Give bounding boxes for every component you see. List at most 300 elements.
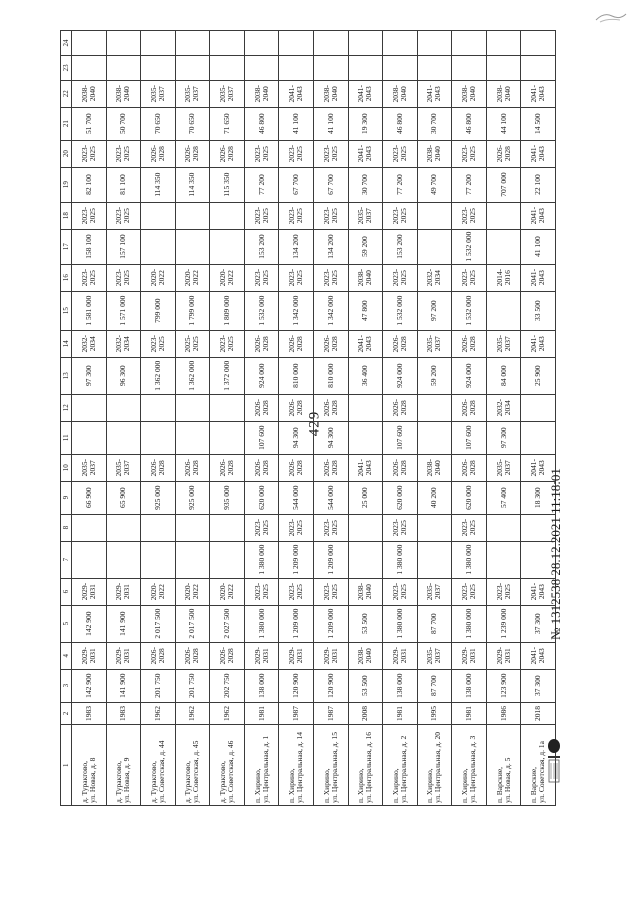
table-row [486,31,521,806]
table-row [210,31,245,806]
table-cell [175,31,210,56]
table-cell: 2023- 2025 [141,330,176,357]
table-cell: 2023- 2025 [279,264,314,291]
table-cell: 1 532 000 [452,291,487,330]
column-header: 24 [61,31,72,56]
table-cell [486,229,521,264]
table-cell: 71 650 [210,107,245,140]
table-cell: 2041- 2043 [521,80,556,107]
table-cell: 2023- 2025 [279,202,314,229]
table-cell: 141 900 [106,669,141,702]
table-cell: 67 700 [279,167,314,202]
table-cell [175,541,210,578]
emblem-icon [546,738,562,784]
column-header: 12 [61,394,72,421]
table-cell: 2026- 2028 [313,394,348,421]
table-cell: 2026- 2028 [452,330,487,357]
page-number: 429 [306,410,323,437]
table-cell: 25 000 [348,481,383,514]
table-cell: 924 000 [383,357,418,394]
table-cell: 2041- 2043 [279,80,314,107]
table-cell: 37 300 [521,605,556,642]
table-cell: 2029- 2031 [279,642,314,669]
table-cell: 2041- 2043 [521,578,556,605]
column-header: 3 [61,669,72,702]
table-cell: 2035- 2037 [486,330,521,357]
table-cell [348,541,383,578]
table-cell: 2035- 2037 [417,642,452,669]
table-cell: 2026- 2028 [175,642,210,669]
address-cell: д. Туракгово, ул. Новая, д. 8 [72,725,107,806]
table-cell: 138 000 [452,669,487,702]
table-cell: 2035- 2037 [486,454,521,481]
table-cell [244,31,279,56]
table-cell: 810 000 [313,357,348,394]
table-cell [210,31,245,56]
table-cell: 2023- 2025 [486,578,521,605]
table-cell [141,31,176,56]
column-header: 5 [61,605,72,642]
table-cell: 2023- 2025 [244,514,279,541]
table-cell: 2023- 2025 [72,140,107,167]
table-row [175,31,210,806]
table-cell: 620 000 [452,481,487,514]
table-cell [106,421,141,454]
table-cell [452,55,487,80]
table-cell [348,55,383,80]
table-cell: 2029- 2031 [106,642,141,669]
table-cell: 2029- 2031 [452,642,487,669]
column-header: 19 [61,167,72,202]
table-cell: 114 350 [175,167,210,202]
table-cell: 2014- 2016 [486,264,521,291]
table-cell: 1 209 000 [313,605,348,642]
table-cell [141,394,176,421]
table-cell: 2023- 2025 [313,578,348,605]
table-cell: 2026- 2028 [141,642,176,669]
table-cell: 47 800 [348,291,383,330]
registration-stamp: № 1312538 28.12.2021 11:18:01 [548,468,563,640]
table-cell: 123 900 [486,669,521,702]
table-cell: 202 750 [210,669,245,702]
table-cell [279,55,314,80]
table-cell [141,202,176,229]
address-cell: д. Туракгово, ул. Советская, д. 45 [175,725,210,806]
table-cell: 2023- 2025 [279,514,314,541]
table-cell: 201 750 [175,669,210,702]
table-cell: 2026- 2028 [313,330,348,357]
table-cell: 2026- 2028 [175,454,210,481]
table-cell: 2026- 2028 [383,394,418,421]
table-cell: 1 209 000 [313,541,348,578]
table-cell [141,421,176,454]
table-cell: 2020- 2022 [141,264,176,291]
table-cell: 153 200 [244,229,279,264]
table-cell [72,394,107,421]
table-cell: 925 000 [175,481,210,514]
table-cell: 2023- 2025 [313,514,348,541]
table-row [72,31,107,806]
table-cell: 2038- 2040 [72,80,107,107]
table-cell: 1 571 000 [106,291,141,330]
table-cell: 2038- 2040 [486,80,521,107]
table-cell [175,394,210,421]
table-cell: 2035- 2037 [210,80,245,107]
table-cell: 77 200 [244,167,279,202]
table-cell: 53 500 [348,605,383,642]
table-cell: 66 900 [72,481,107,514]
table-cell: 2023- 2025 [452,514,487,541]
table-cell: 2035- 2037 [175,80,210,107]
table-cell: 1 380 000 [244,605,279,642]
address-cell: д. Туракгово, ул. Советская, д. 46 [210,725,245,806]
table-cell: 2020- 2022 [175,264,210,291]
table-cell: 924 000 [452,357,487,394]
column-header: 1 [61,725,72,806]
table-cell: 2041- 2043 [521,140,556,167]
table-cell: 2026- 2028 [244,330,279,357]
table-cell: 707 000 [486,167,521,202]
table-cell: 107 600 [244,421,279,454]
table-cell: 2026- 2028 [279,394,314,421]
table-cell [141,514,176,541]
column-header: 2 [61,702,72,725]
table-cell: 1981 [244,702,279,725]
table-cell [72,514,107,541]
table-cell [521,421,556,454]
table-cell: 2026- 2028 [452,454,487,481]
table-cell: 2023- 2025 [106,140,141,167]
table-cell: 544 000 [279,481,314,514]
table-cell: 2026- 2028 [210,642,245,669]
table-cell: 2035- 2037 [348,202,383,229]
address-cell: п. Варские, ул. Новая, д. 5 [486,725,521,806]
table-cell [486,514,521,541]
table-cell: 67 700 [313,167,348,202]
table-cell: 2029- 2031 [72,642,107,669]
table-cell [175,421,210,454]
table-cell: 2029- 2031 [72,578,107,605]
table-cell: 1 362 000 [141,357,176,394]
table-cell: 2023- 2025 [244,264,279,291]
table-cell: 2023- 2025 [383,578,418,605]
table-cell: 2023- 2025 [279,578,314,605]
table-cell: 36 400 [348,357,383,394]
table-cell: 2038- 2040 [106,80,141,107]
table-cell: 2038- 2040 [383,80,418,107]
table-cell: 138 000 [244,669,279,702]
table-cell: 1962 [141,702,176,725]
table-cell: 157 100 [106,229,141,264]
table-cell [417,31,452,56]
table-cell: 1995 [417,702,452,725]
table-cell: 2038- 2040 [452,80,487,107]
column-header: 18 [61,202,72,229]
table-row [452,31,487,806]
table-cell: 1 532 000 [244,291,279,330]
address-cell: п. Хирино, ул. Центральная, д. 14 [279,725,314,806]
table-cell: 134 200 [313,229,348,264]
table-cell: 1962 [175,702,210,725]
table-cell: 81 100 [106,167,141,202]
table-cell: 2023- 2025 [279,140,314,167]
table-cell: 1 532 000 [383,291,418,330]
table-cell: 114 350 [141,167,176,202]
table-cell: 87 700 [417,669,452,702]
column-header: 17 [61,229,72,264]
table-cell: 2038- 2040 [417,140,452,167]
column-header: 16 [61,264,72,291]
address-cell: п. Хирино, ул. Центральная, д. 20 [417,725,452,806]
address-cell: п. Хирино, ул. Центральная, д. 1 [244,725,279,806]
address-cell: п. Хирино, ул. Центральная, д. 16 [348,725,383,806]
table-cell [72,421,107,454]
table-cell [486,291,521,330]
table-cell: 2023- 2025 [452,578,487,605]
table-cell [417,202,452,229]
column-header: 10 [61,454,72,481]
table-cell: 2020- 2022 [210,578,245,605]
table-cell: 1 380 000 [383,541,418,578]
table-cell: 51 700 [72,107,107,140]
table-cell: 2038- 2040 [417,454,452,481]
table-cell: 2032- 2034 [486,394,521,421]
table-cell: 2041- 2043 [521,454,556,481]
table-cell [175,202,210,229]
table-cell [452,31,487,56]
table-cell: 2026- 2028 [486,140,521,167]
column-header: 23 [61,55,72,80]
table-cell [521,55,556,80]
table-cell: 97 300 [72,357,107,394]
table-cell [141,55,176,80]
table-cell [417,541,452,578]
table-cell: 41 100 [279,107,314,140]
address-cell: п. Хирино, ул. Центральная, д. 3 [452,725,487,806]
table-cell: 2026- 2028 [175,140,210,167]
table-cell: 620 000 [244,481,279,514]
column-header: 11 [61,421,72,454]
table-cell [141,229,176,264]
table-cell: 1981 [452,702,487,725]
table-cell: 44 100 [486,107,521,140]
table-cell [486,541,521,578]
table-cell: 2020- 2022 [210,264,245,291]
table-cell: 2038- 2040 [348,264,383,291]
table-cell: 1 581 000 [72,291,107,330]
table-cell: 2041- 2043 [417,80,452,107]
table-cell: 18 300 [521,481,556,514]
table-cell: 65 900 [106,481,141,514]
table-cell: 2020- 2022 [175,578,210,605]
table-cell: 2026- 2028 [279,330,314,357]
table-cell: 138 000 [383,669,418,702]
table-cell: 2 027 500 [210,605,245,642]
table-cell: 924 000 [244,357,279,394]
table-cell [106,55,141,80]
table-cell: 94 300 [313,421,348,454]
table-cell: 46 800 [244,107,279,140]
table-cell [383,31,418,56]
table-cell [210,394,245,421]
table-cell: 2026- 2028 [383,330,418,357]
table-cell: 77 200 [452,167,487,202]
table-cell: 2041- 2043 [348,454,383,481]
table-cell: 46 800 [452,107,487,140]
table-cell: 1 342 000 [279,291,314,330]
column-header: 13 [61,357,72,394]
table-cell: 2023- 2025 [313,264,348,291]
table-cell: 134 200 [279,229,314,264]
table-cell: 1 209 000 [279,605,314,642]
column-header: 4 [61,642,72,669]
table-cell: 37 300 [521,669,556,702]
table-row [279,31,314,806]
address-cell: д. Туракгово, ул. Новая, д. 9 [106,725,141,806]
table-cell: 1983 [72,702,107,725]
table-cell: 2023- 2025 [72,202,107,229]
table-cell: 70 650 [141,107,176,140]
table-cell: 2026- 2028 [383,454,418,481]
table-cell: 120 900 [279,669,314,702]
table-cell [383,55,418,80]
table-cell: 2018 [521,702,556,725]
table-cell [348,394,383,421]
table-cell [106,514,141,541]
table-cell: 2035- 2037 [72,454,107,481]
table-cell: 30 700 [348,167,383,202]
table-cell: 1 380 000 [452,541,487,578]
table-cell: 1983 [106,702,141,725]
table-cell: 2023- 2025 [383,264,418,291]
table-cell: 77 200 [383,167,418,202]
address-cell: д. Туракгово, ул. Советская, д. 44 [141,725,176,806]
table-cell [106,31,141,56]
table-cell: 1981 [383,702,418,725]
table-row [106,31,141,806]
table-cell [279,31,314,56]
table-cell: 2029- 2031 [313,642,348,669]
table-cell [417,514,452,541]
table-cell: 935 000 [210,481,245,514]
table-cell [348,421,383,454]
table-row [417,31,452,806]
table-cell: 1 809 000 [210,291,245,330]
table-row [141,31,176,806]
table-cell: 2023- 2025 [452,140,487,167]
table-cell: 1 380 000 [244,541,279,578]
table-cell: 1987 [279,702,314,725]
table-cell: 1986 [486,702,521,725]
table-cell: 2023- 2025 [452,264,487,291]
table-cell [210,421,245,454]
table-cell: 2041- 2043 [521,202,556,229]
table-cell [417,55,452,80]
table-cell: 2023- 2025 [313,202,348,229]
table-cell: 49 700 [417,167,452,202]
table-cell: 2023- 2025 [383,202,418,229]
table-cell: 2020- 2022 [141,578,176,605]
table-cell: 2026- 2028 [452,394,487,421]
table-cell: 1 209 000 [279,541,314,578]
table-row [244,31,279,806]
table-cell: 97 300 [486,421,521,454]
table-cell: 2023- 2025 [106,264,141,291]
table-cell: 1 372 000 [210,357,245,394]
table-row [313,31,348,806]
column-header: 9 [61,481,72,514]
header-row [61,31,72,806]
table-cell: 2038- 2040 [348,642,383,669]
table-cell: 1 239 000 [486,605,521,642]
table-row [348,31,383,806]
table-cell: 70 650 [175,107,210,140]
table-cell: 2029- 2031 [383,642,418,669]
table-cell [106,394,141,421]
table-cell: 1 342 000 [313,291,348,330]
data-table [60,30,556,806]
scan-mark [594,8,628,24]
address-cell: п. Варские, ул. Советская, д. 1а [521,725,556,806]
table-cell: 2023- 2025 [244,202,279,229]
table-cell [313,55,348,80]
table-cell: 2035- 2037 [141,80,176,107]
table-cell [106,541,141,578]
table-cell: 2023- 2025 [383,140,418,167]
table-cell [210,541,245,578]
table-cell: 2035- 2037 [106,454,141,481]
table-cell: 2026- 2028 [141,140,176,167]
table-cell [486,202,521,229]
table-cell [210,202,245,229]
table-cell: 46 800 [383,107,418,140]
column-header: 20 [61,140,72,167]
table-cell: 2029- 2031 [106,578,141,605]
table-cell: 2041- 2043 [348,330,383,357]
table-cell: 2026- 2028 [313,454,348,481]
table-cell: 2041- 2043 [348,140,383,167]
table-cell: 2023- 2025 [244,578,279,605]
table-cell: 1987 [313,702,348,725]
column-header: 14 [61,330,72,357]
table-cell: 19 300 [348,107,383,140]
table-cell [141,541,176,578]
column-header: 15 [61,291,72,330]
table-cell: 59 200 [417,357,452,394]
table-cell: 2023- 2025 [313,140,348,167]
table-cell: 153 200 [383,229,418,264]
table-cell [72,55,107,80]
table-cell: 33 500 [521,291,556,330]
table-cell: 2029- 2031 [486,642,521,669]
table-cell: 22 100 [521,167,556,202]
table-cell: 2041- 2043 [521,330,556,357]
table-cell [521,394,556,421]
table-cell [521,31,556,56]
table-cell: 2026- 2028 [244,394,279,421]
address-cell: п. Хирино, ул. Центральная, д. 2 [383,725,418,806]
table-cell: 2029- 2031 [244,642,279,669]
table-cell: 2023- 2025 [72,264,107,291]
table-cell: 1 380 000 [452,605,487,642]
table-cell: 1 380 000 [383,605,418,642]
table-cell: 142 900 [72,669,107,702]
table-cell: 2 017 500 [175,605,210,642]
table-cell: 2023- 2025 [383,514,418,541]
table-cell: 2026- 2028 [210,454,245,481]
column-header: 7 [61,541,72,578]
table-cell: 2026- 2028 [210,140,245,167]
